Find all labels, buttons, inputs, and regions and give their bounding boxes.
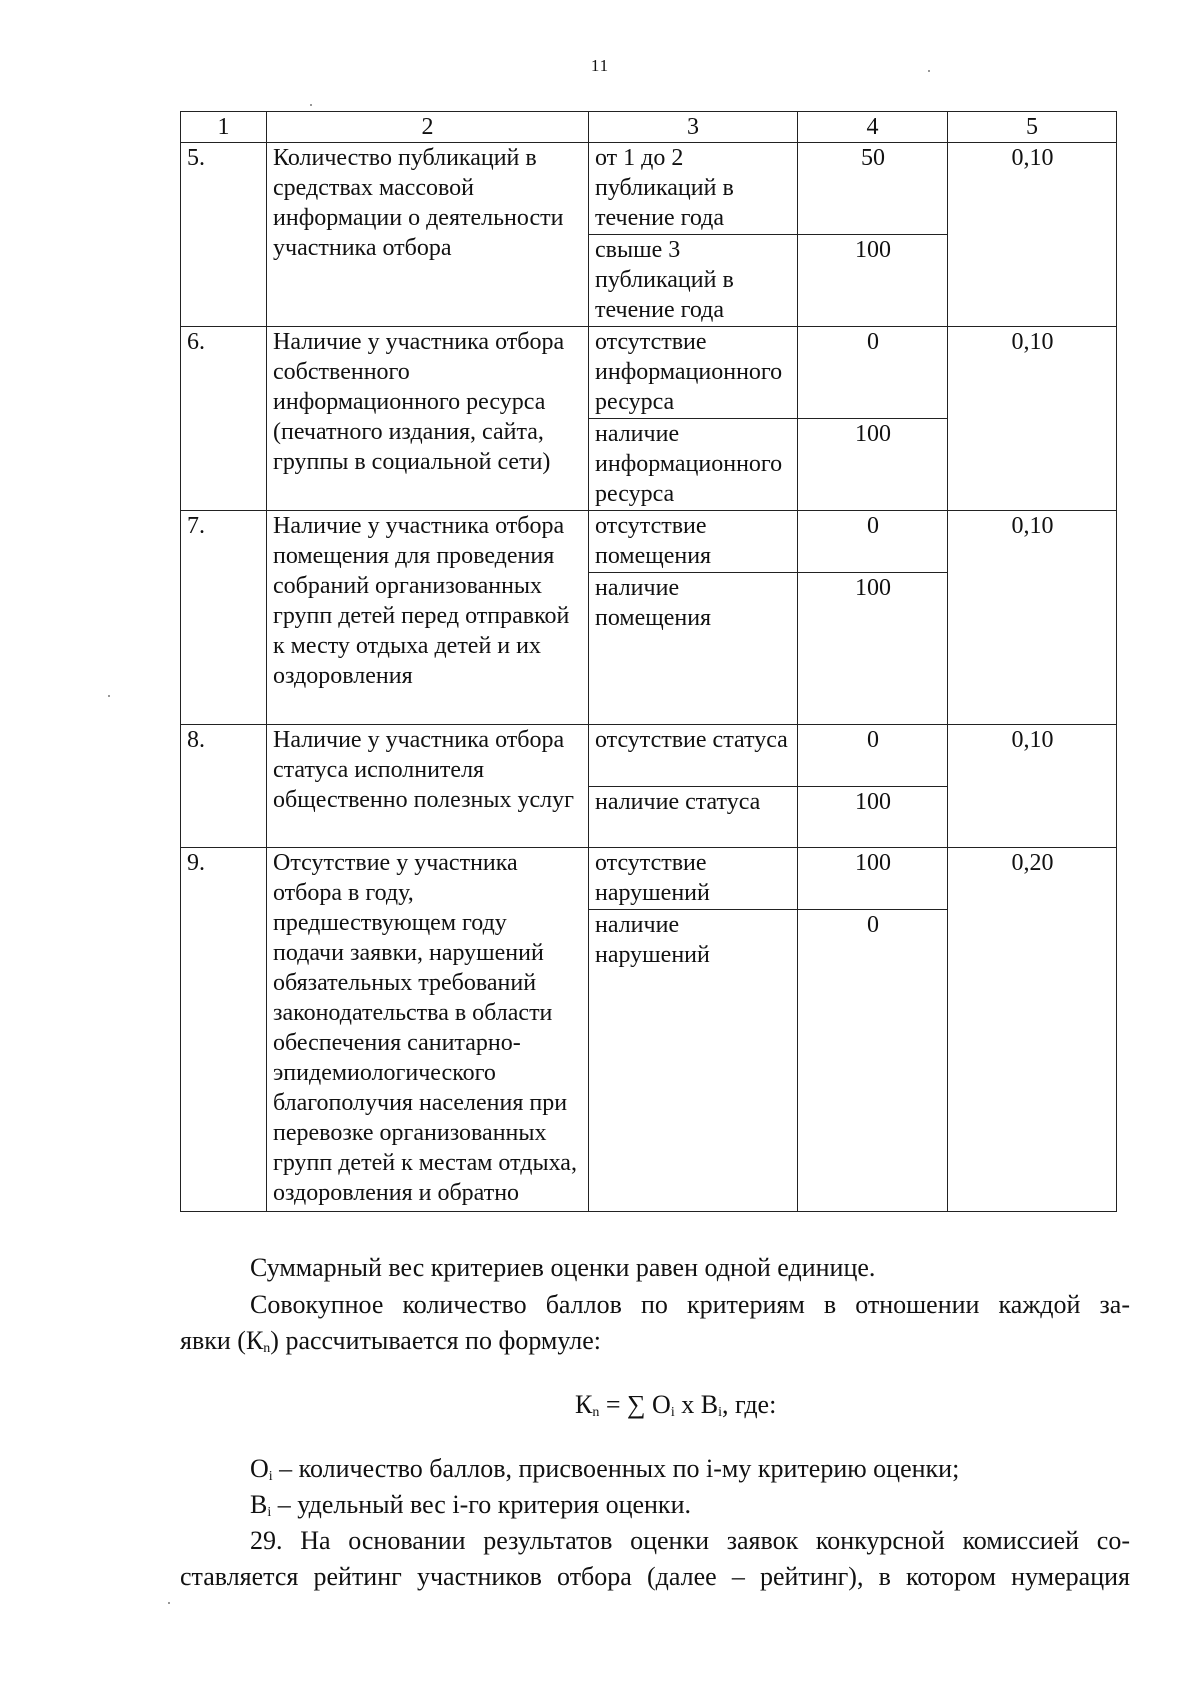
option-score: 100 bbox=[798, 848, 948, 910]
table-row bbox=[181, 725, 1117, 787]
definition-symbol: В bbox=[250, 1490, 268, 1519]
formula-intro-text: ) рассчитывается по формуле: bbox=[270, 1326, 601, 1355]
criterion-number: 7. bbox=[181, 511, 267, 725]
paragraph-29-line-1: 29. На основании результатов оценки заявок конкурсной комиссией со- bbox=[250, 1526, 1130, 1555]
option-label: наличие помещения bbox=[589, 573, 798, 725]
option-label: отсутствие нарушений bbox=[589, 848, 798, 910]
table-header-row bbox=[181, 112, 1117, 143]
criterion-name: Количество публикаций в средствах массовой информации о деятельности участника отбора bbox=[267, 143, 589, 327]
option-label: наличие нарушений bbox=[589, 910, 798, 1212]
table-row bbox=[181, 143, 1117, 235]
option-score: 100 bbox=[798, 573, 948, 725]
criterion-number: 5. bbox=[181, 143, 267, 327]
option-label: отсутствие помещения bbox=[589, 511, 798, 573]
column-header: 5 bbox=[948, 112, 1117, 143]
criterion-number: 6. bbox=[181, 327, 267, 511]
option-label: от 1 до 2 публикаций в течение года bbox=[589, 143, 798, 235]
subscript: n bbox=[592, 1405, 600, 1420]
table-row bbox=[181, 848, 1117, 910]
formula-part: , где: bbox=[721, 1390, 777, 1419]
option-label: отсутствие информационного ресурса bbox=[589, 327, 798, 419]
scan-speck bbox=[928, 70, 930, 72]
option-label: наличие статуса bbox=[589, 787, 798, 848]
page-number: 11 bbox=[590, 56, 610, 75]
subscript: i bbox=[267, 1505, 272, 1520]
option-score: 0 bbox=[798, 511, 948, 573]
scan-speck bbox=[108, 695, 110, 697]
column-header: 4 bbox=[798, 112, 948, 143]
column-header: 3 bbox=[589, 112, 798, 143]
option-score: 0 bbox=[798, 327, 948, 419]
formula-part: К bbox=[575, 1390, 593, 1419]
criterion-weight: 0,10 bbox=[948, 725, 1117, 848]
formula-part: х В bbox=[674, 1390, 719, 1419]
formula-intro-line-1: Совокупное количество баллов по критериям в отношении каждой за- bbox=[250, 1290, 1130, 1319]
column-header: 1 bbox=[181, 112, 267, 143]
criterion-name: Наличие у участника отбора собственного информационного ресурса (печатного издания, сайта, группы в социальной сети) bbox=[267, 327, 589, 511]
criterion-number: 9. bbox=[181, 848, 267, 1212]
subscript: i bbox=[718, 1405, 722, 1420]
subscript: n bbox=[263, 1341, 271, 1356]
formula-intro-line-2 bbox=[180, 1324, 1130, 1358]
option-score: 0 bbox=[798, 725, 948, 787]
scan-speck bbox=[168, 1602, 170, 1604]
definition-text: – удельный вес i-го критерия оценки. bbox=[271, 1490, 691, 1519]
formula-intro-text: явки (К bbox=[180, 1326, 264, 1355]
criterion-weight: 0,10 bbox=[948, 511, 1117, 725]
definition-b bbox=[250, 1488, 1130, 1522]
table-row bbox=[181, 327, 1117, 419]
criterion-name: Отсутствие у участника отбора в году, предшествующем году подачи заявки, нарушений обязательных требований законодательства в области обеспечения санитарно-эпидемиологического благополучия населения при перевозке организованных групп детей к местам отдыха, оздоровления и обратно bbox=[267, 848, 589, 1212]
criterion-weight: 0,20 bbox=[948, 848, 1117, 1212]
definition-symbol: О bbox=[250, 1454, 269, 1483]
scan-speck bbox=[310, 104, 312, 106]
formula bbox=[575, 1388, 776, 1422]
subscript: i bbox=[268, 1469, 273, 1484]
option-score: 100 bbox=[798, 419, 948, 511]
definition-o bbox=[250, 1452, 1130, 1486]
criterion-name: Наличие у участника отбора статуса исполнителя общественно полезных услуг bbox=[267, 725, 589, 848]
criterion-name: Наличие у участника отбора помещения для проведения собраний организованных групп детей перед отправкой к месту отдыха детей и их оздоровления bbox=[267, 511, 589, 725]
option-score: 0 bbox=[798, 910, 948, 1212]
criterion-weight: 0,10 bbox=[948, 327, 1117, 511]
option-label: наличие информационного ресурса bbox=[589, 419, 798, 511]
definition-text: – количество баллов, присвоенных по i-му критерию оценки; bbox=[272, 1454, 960, 1483]
criterion-weight: 0,10 bbox=[948, 143, 1117, 327]
weight-sum-paragraph: Суммарный вес критериев оценки равен одной единице. bbox=[250, 1253, 876, 1282]
formula-part: = ∑ О bbox=[599, 1390, 671, 1419]
table-row bbox=[181, 511, 1117, 573]
criteria-table bbox=[180, 111, 1117, 1212]
option-label: свыше 3 публикаций в течение года bbox=[589, 235, 798, 327]
criterion-number: 8. bbox=[181, 725, 267, 848]
option-label: отсутствие статуса bbox=[589, 725, 798, 787]
option-score: 100 bbox=[798, 787, 948, 848]
option-score: 100 bbox=[798, 235, 948, 327]
subscript: i bbox=[670, 1405, 675, 1420]
paragraph-29-line-2: ставляется рейтинг участников отбора (далее – рейтинг), в котором нумерация bbox=[180, 1562, 1130, 1591]
option-score: 50 bbox=[798, 143, 948, 235]
column-header: 2 bbox=[267, 112, 589, 143]
